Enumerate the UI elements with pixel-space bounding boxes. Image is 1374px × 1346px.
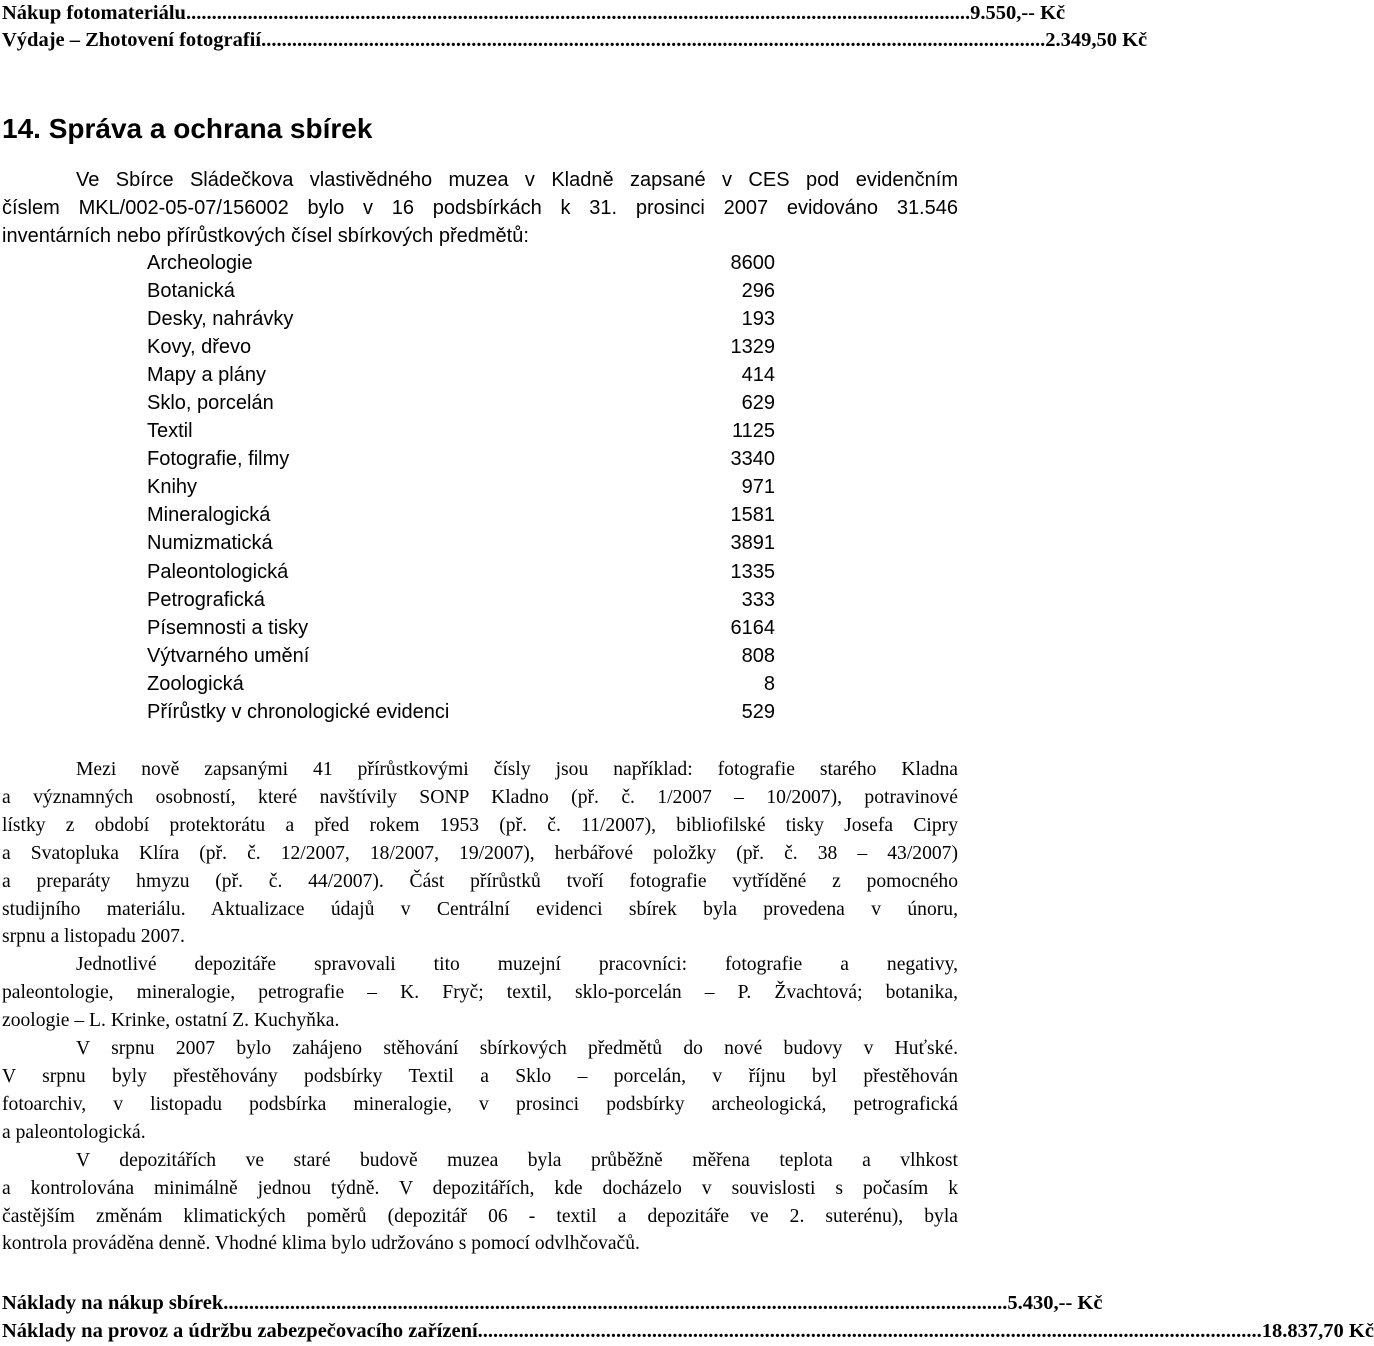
collection-name: Numizmatická [147, 532, 273, 555]
table-row [147, 614, 775, 642]
text-line: Ve Sbírce Sládečkova vlastivědného muzea v Kladně zapsané v CES pod evidenčním [76, 169, 958, 191]
table-row [147, 333, 775, 361]
collection-count: 808 [741, 644, 775, 667]
text-line: číslem MKL/002-05-07/156002 bylo v 16 podsbírkách k 31. prosinci 2007 evidováno 31.546 [2, 197, 958, 219]
collections-table [147, 249, 775, 726]
table-row [147, 389, 775, 417]
collection-name: Botanická [147, 280, 235, 303]
text-line: a paleontologická. [2, 1121, 146, 1143]
text-line: a kontrolována minimálně jednou týdně. V depozitářích, kde docházelo v souvislosti s počasím k [2, 1177, 958, 1199]
section-title: 14. Správa a ochrana sbírek [2, 113, 373, 144]
text-line: Mezi nově zapsanými 41 přírůstkovými čísly jsou například: fotografie starého Kladna [76, 759, 958, 780]
collection-count: 6164 [730, 616, 775, 639]
table-row [147, 529, 775, 557]
cost-row-photo-material [2, 0, 1066, 26]
table-row [147, 473, 775, 501]
cost-value: 9.550,-- Kč [970, 2, 1066, 24]
collection-name: Sklo, porcelán [147, 392, 274, 415]
text-line: V srpnu byly přestěhovány podsbírky Textil a Sklo – porcelán, v říjnu byl přestěhován [2, 1065, 958, 1087]
cost-value: 18.837,70 Kč [1261, 1320, 1374, 1342]
table-row [147, 698, 775, 726]
collection-name: Přírůstky v chronologické evidenci [147, 700, 450, 723]
text-line: V depozitářích ve staré budově muzea byla průběžně měřena teplota a vlhkost [76, 1149, 958, 1171]
table-row [147, 417, 775, 445]
collection-count: 529 [741, 700, 775, 723]
collection-name: Kovy, dřevo [147, 336, 252, 359]
collection-count: 414 [741, 364, 775, 387]
cost-label: Náklady na provoz a údržbu zabezpečovacího zařízení......................................................................................................................................................... [2, 1320, 1262, 1342]
table-row [147, 249, 775, 277]
text-line: lístky z období protektorátu a před rokem 1953 (př. č. 11/2007), bibliofilské tisky Josefa Cipry [2, 814, 958, 836]
table-row [147, 642, 775, 670]
table-row [147, 501, 775, 529]
collection-count: 8 [763, 672, 775, 695]
collection-name: Písemnosti a tisky [147, 616, 309, 639]
collection-count: 3891 [730, 532, 775, 555]
collection-count: 8600 [730, 252, 775, 274]
text-line: srpnu a listopadu 2007. [2, 926, 185, 948]
collection-count: 629 [741, 392, 775, 415]
table-row [147, 670, 775, 698]
table-row [147, 277, 775, 305]
text-line: V srpnu 2007 bylo zahájeno stěhování sbírkových předmětů do nové budovy v Huťské. [76, 1038, 958, 1060]
collection-count: 1581 [730, 504, 775, 527]
collection-count: 333 [741, 588, 775, 611]
table-row [147, 305, 775, 333]
text-line: zoologie – L. Krinke, ostatní Z. Kuchyňka. [2, 1010, 340, 1032]
cost-row-photo-production [2, 27, 1148, 53]
cost-value: 5.430,-- Kč [1007, 1292, 1103, 1314]
text-line: inventárních nebo přírůstkových čísel sbírkových předmětů: [2, 225, 529, 247]
cost-label: Náklady na nákup sbírek......................................................................................................................................................... [2, 1292, 1008, 1314]
cost-row-purchase [2, 1290, 1103, 1316]
collection-count: 1125 [731, 420, 775, 443]
collection-count: 3340 [730, 448, 775, 471]
collection-name: Paleontologická [147, 560, 289, 583]
cost-label: Nákup fotomateriálu......................................................................................................................................................... [2, 2, 971, 24]
cost-label: Výdaje – Zhotovení fotografií......................................................................................................................................................... [2, 29, 1046, 51]
cost-value: 2.349,50 Kč [1045, 29, 1148, 51]
text-line: a preparáty hmyzu (př. č. 44/2007). Část přírůstků tvoří fotografie vytříděné z pomocného [2, 870, 958, 892]
cost-row-security-maintenance [2, 1318, 1374, 1344]
collection-name: Výtvarného umění [147, 644, 310, 667]
body-text [2, 756, 958, 1258]
text-line: častějším změnám klimatických poměrů (depozitář 06 - textil a depozitáře ve 2. suterénu), byla [2, 1205, 958, 1227]
collection-name: Mapy a plány [147, 364, 266, 387]
collection-name: Petrografická [147, 588, 265, 611]
table-row [147, 361, 775, 389]
collection-count: 1329 [730, 336, 775, 359]
collection-count: 971 [741, 476, 775, 499]
text-line: a Svatopluka Klíra (př. č. 12/2007, 18/2007, 19/2007), herbářové položky (př. č. 38 – 43/2007) [2, 842, 958, 864]
collection-name: Textil [147, 420, 193, 443]
collection-count: 296 [741, 280, 775, 303]
collection-name: Archeologie [147, 252, 253, 274]
text-line: kontrola prováděna denně. Vhodné klima bylo udržováno s pomocí odvlhčovačů. [2, 1233, 640, 1255]
collection-count: 1335 [730, 560, 775, 583]
text-line: studijního materiálu. Aktualizace údajů v Centrální evidenci sbírek byla provedena v únoru, [2, 898, 958, 920]
table-row [147, 558, 775, 586]
collection-name: Desky, nahrávky [147, 308, 294, 331]
table-row [147, 445, 775, 473]
intro-paragraph [2, 166, 958, 250]
collection-name: Zoologická [147, 672, 244, 695]
text-line: Jednotlivé depozitáře spravovali tito muzejní pracovníci: fotografie a negativy, [76, 954, 958, 976]
collection-name: Mineralogická [147, 504, 271, 527]
table-row [147, 586, 775, 614]
collection-name: Fotografie, filmy [147, 448, 290, 471]
text-line: fotoarchiv, v listopadu podsbírka mineralogie, v prosinci podsbírky archeologická, petrografická [2, 1093, 958, 1115]
collection-count: 193 [741, 308, 775, 331]
text-line: paleontologie, mineralogie, petrografie – K. Fryč; textil, sklo-porcelán – P. Žvachtová; botanika, [2, 982, 958, 1004]
text-line: a významných osobností, které navštívily SONP Kladno (př. č. 1/2007 – 10/2007), potravinové [2, 786, 958, 808]
collection-name: Knihy [147, 476, 198, 499]
